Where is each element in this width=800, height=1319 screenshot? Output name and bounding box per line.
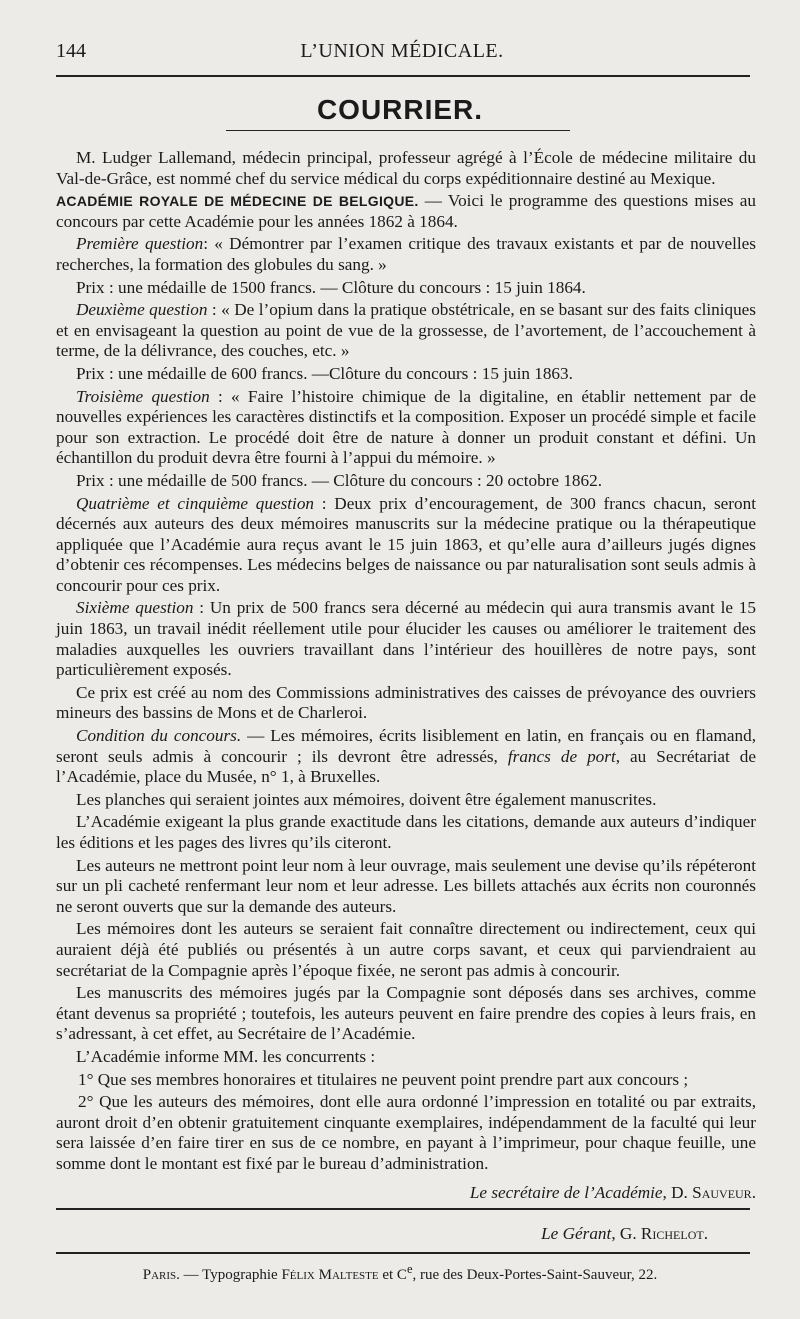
footer-rule-top <box>56 1208 750 1210</box>
title-underline <box>226 130 570 131</box>
paragraph-exactitude: L’Académie exigeant la plus grande exactitude dans les citations, demande aux auteurs d’indiquer les éditions et les pages des livres qu’ils citeront. <box>56 812 756 852</box>
question-2-label: Deuxième question <box>76 300 208 320</box>
question-3-text: : « Faire l’histoire chimique de la digitaline, en établir nettement par de nouvelles expériences les caractères distinctifs et la composition. Exposer un procédé simple et facile pour son extraction. Le procédé doit être de nature à donner un produit constant et défini. Un échantillon du produit devra être fourni à l’appui du mémoire. » <box>56 386 757 468</box>
imprint-text-a: — Typographie <box>179 1267 282 1283</box>
paragraph-connaitre: Les mémoires dont les auteurs se seraient fait connaître directement ou indirectement, ceux qui auraient déjà été publiés ou présentés à un autre corps savant, et ceux qui parviendraient au secrétariat de la Compagnie après l’époque fixée, ne seront pas admis à concourir. <box>56 919 756 980</box>
gerant-role: Le Gérant <box>541 1224 612 1243</box>
secretary-signature: Le secrétaire de l’Académie, D. Sauveur. <box>469 1182 756 1202</box>
paragraph-question-4-5 <box>56 494 756 597</box>
running-header <box>56 40 748 64</box>
question-3-label: Troisième question <box>76 386 210 406</box>
header-rule <box>56 75 750 77</box>
article-body <box>56 148 756 1203</box>
conditions-text-b: , au Secrétariat de l’Académie, place du Musée, n° 1, à Bruxelles. <box>56 746 757 787</box>
paragraph-prize-2: Prix : une médaille de 600 francs. —Clôture du concours : 15 juin 1863. <box>76 363 573 383</box>
conditions-label: Condition du concours. <box>76 726 242 746</box>
question-6-label: Sixième question <box>76 598 194 618</box>
academy-intro-text: — Voici le programme des questions mises au concours par cette Académie pour les années 1862 à 1864. <box>56 191 756 231</box>
imprint-sup: e <box>406 1262 413 1276</box>
imprint-text-b: et C <box>378 1267 407 1283</box>
question-2-text: : « De l’opium dans la pratique obstétricale, en se basant sur des faits cliniques et en envisageant la question au point de vue de la grossesse, de l’avortement, de l’accouchement à terme, de la délivrance, des couches, etc. » <box>56 300 757 361</box>
footer-rule-bottom <box>56 1252 750 1254</box>
section-title: COURRIER. <box>316 94 484 125</box>
imprint-printer: Félix Malteste <box>281 1267 379 1283</box>
paragraph-question-1 <box>56 234 756 275</box>
paragraph-question-2 <box>56 300 756 362</box>
paragraph-devise: Les auteurs ne mettront point leur nom à leur ouvrage, mais seulement une devise qu’ils répéteront sur un pli cacheté renfermant leur nom et leur adresse. Les billets attachés aux écrits non couronnés ne seront ouverts que sur la demande des auteurs. <box>56 855 756 916</box>
secretary-role: Le secrétaire de l’Académie <box>469 1182 663 1202</box>
question-1-text: : « Démontrer par l’examen critique des travaux existants et par de nouvelles recherches, la formation des globules du sang. » <box>56 234 756 274</box>
list-item-1: 1° Que ses membres honoraires et titulaires ne peuvent point prendre part aux concours ; <box>78 1069 689 1089</box>
paragraph-planches: Les planches qui seraient jointes aux mémoires, doivent être également manuscrites. <box>76 789 657 809</box>
paragraph-academy-intro <box>56 191 756 232</box>
paragraph-question-6 <box>56 598 756 680</box>
list-item-2: 2° Que les auteurs des mémoires, dont elle aura ordonné l’impression en totalité ou par extraits, auront droit d’en obtenir gratuitement cinquante exemplaires, indépendamment de la faculté qui leur sera laissée d’en faire tirer en sus de ce nombre, en payant à l’imprimeur, pour chaque feuille, une somme dont le montant est fixé par le bureau d’administration. <box>56 1092 756 1173</box>
conditions-italic: francs de port <box>507 746 616 766</box>
paragraph-conditions <box>56 726 756 788</box>
academy-heading: ACADÉMIE ROYALE DE MÉDECINE DE BELGIQUE. <box>56 193 419 210</box>
question-4-5-label: Quatrième et cinquième question <box>76 493 315 513</box>
paragraph-prize-3: Prix : une médaille de 500 francs. — Clôture du concours : 20 octobre 1862. <box>76 470 603 490</box>
paragraph-manuscrits: Les manuscrits des mémoires jugés par la Compagnie sont déposés dans ses archives, comme étant devenus sa propriété ; toutefois, les auteurs peuvent en faire prendre des copies à leurs frais, en s’adressant, à cet effet, au Secrétaire de l’Académie. <box>56 983 756 1044</box>
conditions-text-a: — Les mémoires, écrits lisiblement en latin, en français ou en flamand, seront seuls admis à concourir ; ils devront être adressés, <box>56 726 756 766</box>
secretary-name: D. Sauveur. <box>671 1182 756 1202</box>
gerant-name: G. Richelot. <box>619 1224 708 1243</box>
imprint-city: Paris. <box>142 1267 180 1283</box>
paragraph-question-3 <box>56 387 756 469</box>
journal-title: L’UNION MÉDICALE. <box>300 40 504 62</box>
printer-imprint <box>0 1262 800 1284</box>
question-6-text: : Un prix de 500 francs sera décerné au médecin qui aura transmis avant le 15 juin 1863, un travail inédit réellement utile pour élucider les causes ou améliorer le traitement des maladies auxquelles les ouvriers travaillant dans l’intérieur des houillères de notre pays, sont particulièrement exposés. <box>56 598 756 680</box>
page-number: 144 <box>56 40 86 62</box>
paragraph-informe: L’Académie informe MM. les concurrents : <box>76 1046 376 1066</box>
paragraph-prize-1: Prix : une médaille de 1500 francs. — Clôture du concours : 15 juin 1864. <box>76 277 586 297</box>
question-1-label: Première question <box>76 234 204 254</box>
paragraph-appointment: M. Ludger Lallemand, médecin principal, professeur agrégé à l’École de médecine militaire du Val-de-Grâce, est nommé chef du service médical du corps expéditionnaire destiné au Mexique. <box>56 148 756 188</box>
gerant-signature: Le Gérant, G. Richelot. <box>541 1224 708 1243</box>
question-4-5-text: : Deux prix d’encouragement, de 300 francs chacun, seront décernés aux auteurs des deux mémoires manuscrits sur la médecine pratique ou la thérapeutique appliquée que l’Académie aura reçus avant le 15 juin 1863, et qu’elle aura d’ailleurs jugés dignes d’obtenir ces récompenses. Les médecins belges de naissance ou par naturalisation sont seuls admis à concourir pour ces prix. <box>56 493 756 595</box>
paragraph-question-6-note: Ce prix est créé au nom des Commissions administratives des caisses de prévoyance des ouvriers mineurs des bassins de Mons et de Charleroi. <box>56 682 756 723</box>
imprint-text-c: , rue des Deux-Portes-Saint-Sauveur, 22. <box>412 1267 658 1283</box>
